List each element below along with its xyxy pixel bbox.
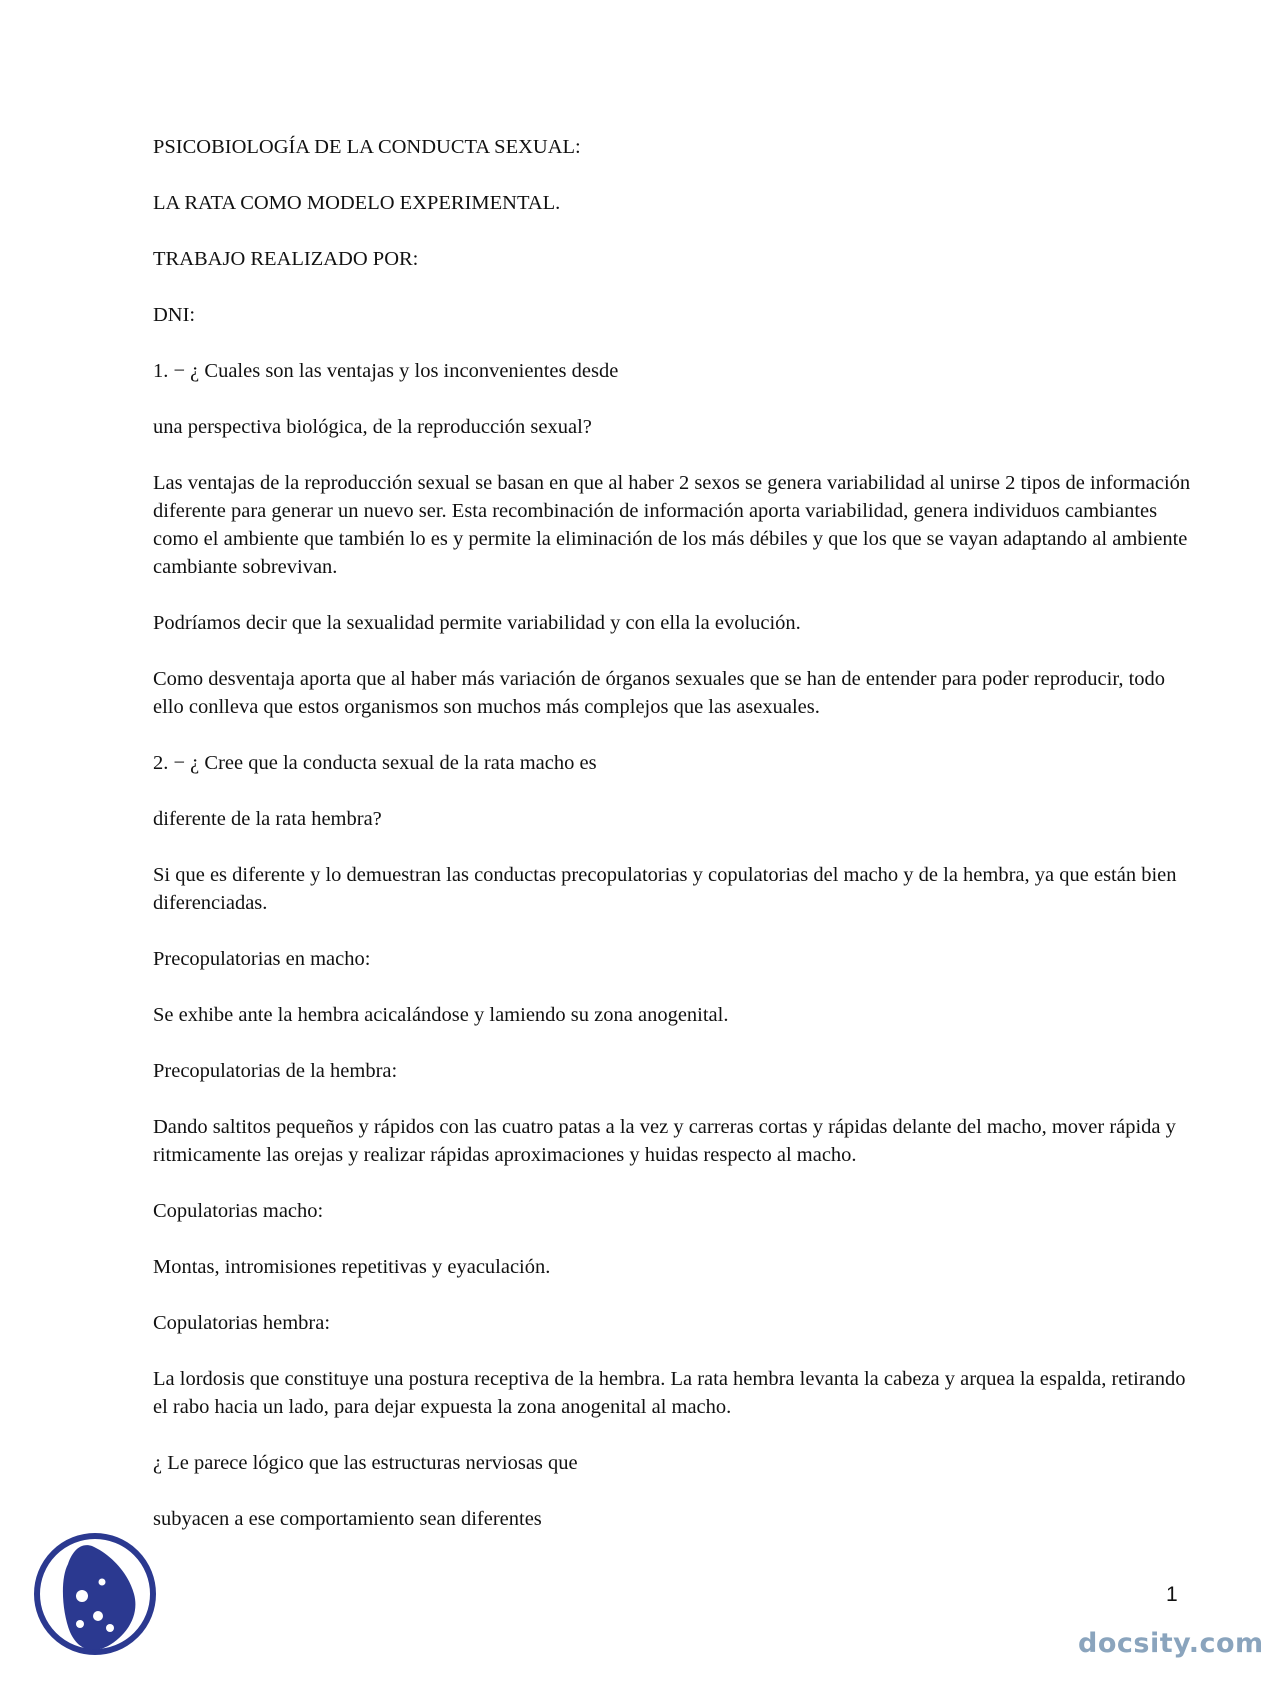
question-3-line-1: ¿ Le parece lógico que las estructuras nerviosas que [153, 1452, 578, 1474]
author-label: TRABAJO REALIZADO POR: [153, 248, 419, 270]
question-3-line-2: subyacen a ese comportamiento sean diferentes [153, 1508, 542, 1530]
answer-1-paragraph-1: Las ventajas de la reproducción sexual se basan en que al haber 2 sexos se genera variabilidad al unirse 2 tipos de información diferente para generar un nuevo ser. Esta recombinación de información aporta variabilidad, genera individuos cambiantes como el ambiente que también lo es y permite la eliminación de los más débiles y que los que se vayan adaptando al ambiente cambiante sobrevivan. [153, 472, 1191, 578]
answer-1-paragraph-3: Como desventaja aporta que al haber más variación de órganos sexuales que se han de entender para poder reproducir, todo ello conlleva que estos organismos son muchos más complejos que las asexuales. [153, 668, 1166, 718]
precopulatory-male-heading: Precopulatorias en macho: [153, 948, 371, 970]
dni-label: DNI: [153, 304, 196, 326]
document-body [153, 133, 1198, 1561]
precopulatory-female-heading: Precopulatorias de la hembra: [153, 1060, 398, 1082]
title-line-2: LA RATA COMO MODELO EXPERIMENTAL. [153, 192, 561, 214]
copulatory-male-heading: Copulatorias macho: [153, 1200, 324, 1222]
question-1-line-2: una perspectiva biológica, de la reproducción sexual? [153, 416, 592, 438]
answer-1-paragraph-2: Podríamos decir que la sexualidad permite variabilidad y con ella la evolución. [153, 612, 801, 634]
copulatory-female-text: La lordosis que constituye una postura receptiva de la hembra. La rata hembra levanta la cabeza y arquea la espalda, retirando el rabo hacia un lado, para dejar expuesta la zona anogenital al macho. [153, 1368, 1186, 1418]
question-2-line-1: 2. − ¿ Cree que la conducta sexual de la rata macho es [153, 752, 597, 774]
precopulatory-male-text: Se exhibe ante la hembra acicalándose y lamiendo su zona anogenital. [153, 1004, 729, 1026]
precopulatory-female-text: Dando saltitos pequeños y rápidos con las cuatro patas a la vez y carreras cortas y rápidas delante del macho, mover rápida y ritmicamente las orejas y realizar rápidas aproximaciones y huidas respecto al macho. [153, 1116, 1176, 1166]
answer-2-paragraph-1: Si que es diferente y lo demuestran las conductas precopulatorias y copulatorias del macho y de la hembra, ya que están bien diferenciadas. [153, 864, 1177, 914]
page-number: 1 [1166, 1583, 1178, 1606]
title-line-1: PSICOBIOLOGÍA DE LA CONDUCTA SEXUAL: [153, 136, 581, 158]
docsity-logo-icon[interactable] [30, 1524, 160, 1674]
copulatory-female-heading: Copulatorias hembra: [153, 1312, 331, 1334]
question-1-line-1: 1. − ¿ Cuales son las ventajas y los inconvenientes desde [153, 360, 619, 382]
copulatory-male-text: Montas, intromisiones repetitivas y eyaculación. [153, 1256, 551, 1278]
brand-watermark[interactable]: docsity.com [1078, 1628, 1264, 1659]
question-2-line-2: diferente de la rata hembra? [153, 808, 382, 830]
